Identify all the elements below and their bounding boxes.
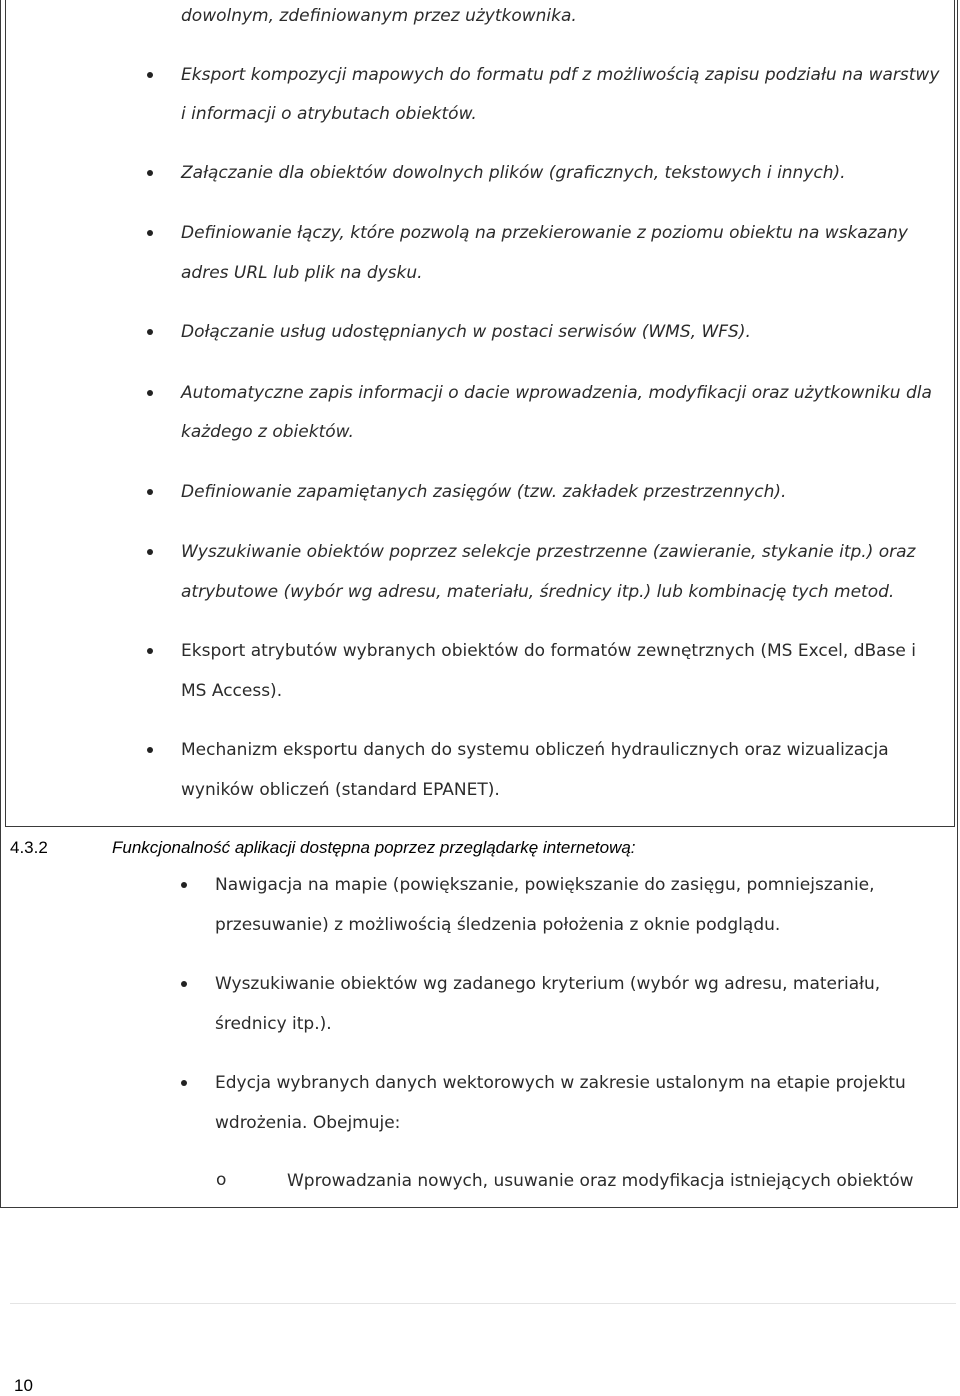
list-line: średnicy itp.). — [215, 1014, 332, 1034]
bullet-icon — [147, 230, 153, 236]
bullet-icon — [147, 747, 153, 753]
list-line: przesuwanie) z możliwością śledzenia położenia z oknie podglądu. — [215, 915, 781, 935]
list-line: MS Access). — [181, 681, 283, 701]
footer-rule — [10, 1303, 956, 1304]
table-border-right — [954, 0, 955, 826]
bullet-icon — [147, 549, 153, 555]
bullet-icon — [147, 170, 153, 176]
section-number: 4.3.2 — [10, 838, 48, 857]
list-item: Edycja wybranych danych wektorowych w zakresie ustalonym na etapie projektu — [215, 1073, 906, 1093]
bullet-icon — [147, 648, 153, 654]
list-line: dowolnym, zdefiniowanym przez użytkownika. — [181, 6, 577, 26]
sub-bullet-icon: o — [216, 1170, 227, 1190]
bullet-icon — [181, 981, 187, 987]
list-item: Wyszukiwanie obiektów wg zadanego kryterium (wybór wg adresu, materiału, — [215, 974, 881, 994]
bullet-icon — [181, 882, 187, 888]
sub-list-item: Wprowadzania nowych, usuwanie oraz modyfikacja istniejących obiektów — [287, 1171, 914, 1191]
table-border-left — [5, 0, 6, 826]
list-item: Eksport kompozycji mapowych do formatu pdf z możliwością zapisu podziału na warstwy — [181, 65, 940, 85]
bullet-icon — [147, 72, 153, 78]
list-item: Eksport atrybutów wybranych obiektów do formatów zewnętrznych (MS Excel, dBase i — [181, 641, 917, 661]
list-item: Automatyczne zapis informacji o dacie wprowadzenia, modyfikacji oraz użytkowniku dla — [181, 383, 932, 403]
list-line: adres URL lub plik na dysku. — [181, 263, 423, 283]
list-item: Definiowanie łączy, które pozwolą na przekierowanie z poziomu obiektu na wskazany — [181, 223, 908, 243]
bullet-icon — [147, 390, 153, 396]
section-title: Funkcjonalność aplikacji dostępna poprzez przeglądarkę internetową: — [112, 838, 636, 857]
bullet-icon — [147, 329, 153, 335]
list-line: wdrożenia. Obejmuje: — [215, 1113, 401, 1133]
section-divider — [5, 826, 955, 827]
list-item: Definiowanie zapamiętanych zasięgów (tzw. zakładek przestrzennych). — [181, 482, 787, 502]
list-item: Załączanie dla obiektów dowolnych plików (graficznych, tekstowych i innych). — [181, 163, 846, 183]
list-line: atrybutowe (wybór wg adresu, materiału, średnicy itp.) lub kombinację tych metod. — [181, 582, 895, 602]
list-line: każdego z obiektów. — [181, 422, 354, 442]
list-line: wyników obliczeń (standard EPANET). — [181, 780, 500, 800]
list-line: i informacji o atrybutach obiektów. — [181, 104, 477, 124]
list-item: Dołączanie usług udostępnianych w postaci serwisów (WMS, WFS). — [181, 322, 751, 342]
bullet-icon — [147, 489, 153, 495]
list-item: Wyszukiwanie obiektów poprzez selekcje przestrzenne (zawieranie, stykanie itp.) oraz — [181, 542, 916, 562]
bullet-icon — [181, 1080, 187, 1086]
page-number: 10 — [14, 1376, 33, 1395]
list-item: Mechanizm eksportu danych do systemu obliczeń hydraulicznych oraz wizualizacja — [181, 740, 889, 760]
list-item: Nawigacja na mapie (powiększanie, powiększanie do zasięgu, pomniejszanie, — [215, 875, 875, 895]
